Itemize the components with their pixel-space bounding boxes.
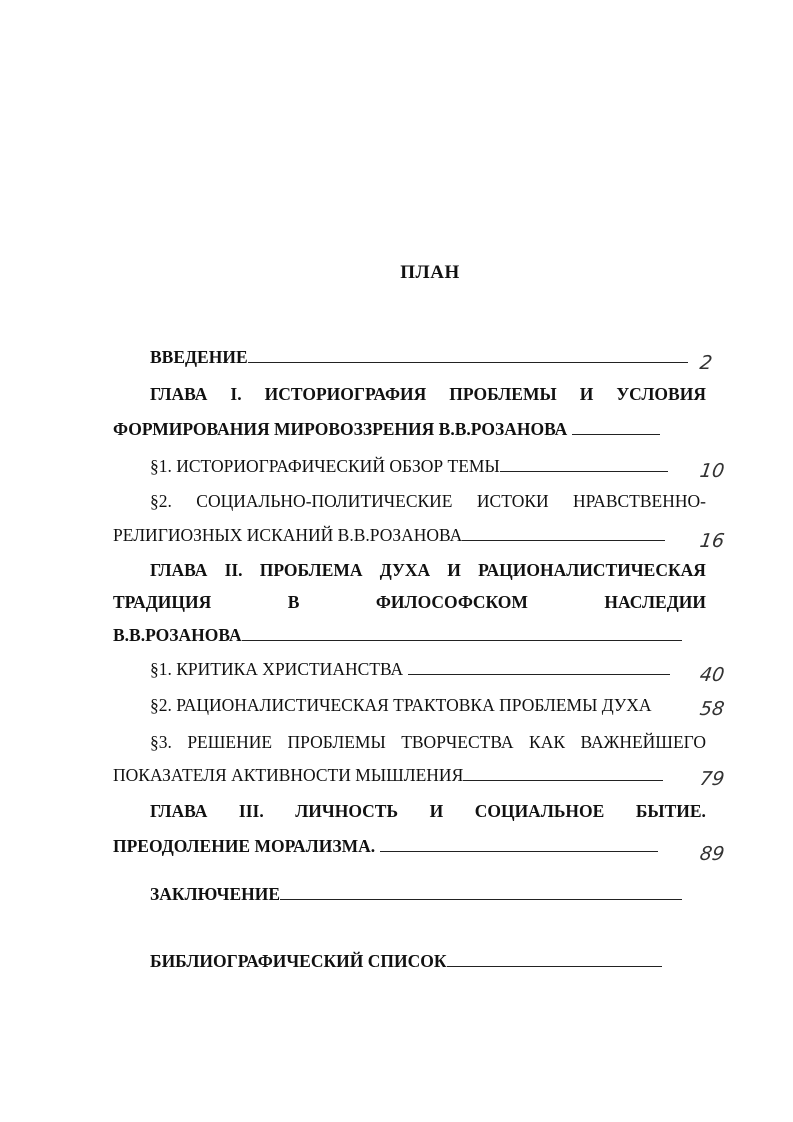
page-number: 58 xyxy=(698,698,726,720)
leader-line xyxy=(572,418,660,435)
word: I. xyxy=(230,384,242,404)
toc-entry-ch2-s3-cont xyxy=(113,764,663,786)
word: ГЛАВА xyxy=(150,384,208,404)
toc-entry-chapter-3-cont xyxy=(113,835,658,857)
leader-line xyxy=(242,624,682,641)
toc-label: ЗАКЛЮЧЕНИЕ xyxy=(150,884,281,904)
word: ПРОБЛЕМЫ xyxy=(449,384,557,404)
toc-entry-ch2-s2 xyxy=(150,694,652,716)
toc-entry-bibliography xyxy=(150,950,662,972)
word: ДУХА xyxy=(379,560,431,580)
toc-entry-chapter-1 xyxy=(150,383,706,405)
word: ГЛАВА xyxy=(150,560,208,580)
word: РАЦИОНАЛИСТИЧЕСКАЯ xyxy=(478,560,706,580)
word: ПРОБЛЕМЫ xyxy=(287,732,386,752)
toc-entry-ch1-s1 xyxy=(150,455,668,477)
toc-label: ПРЕОДОЛЕНИЕ МОРАЛИЗМА. xyxy=(113,836,376,856)
word: §3. xyxy=(150,732,172,752)
toc-label: В.В.РОЗАНОВА xyxy=(113,625,242,645)
toc-entry-intro xyxy=(150,346,688,368)
word: СОЦИАЛЬНОЕ xyxy=(474,801,605,821)
toc-label: РЕЛИГИОЗНЫХ ИСКАНИЙ В.В.РОЗАНОВА xyxy=(113,525,463,545)
toc-entry-ch2-s1 xyxy=(150,658,670,680)
page-number: 40 xyxy=(698,664,726,686)
word: РЕШЕНИЕ xyxy=(187,732,273,752)
word: ГЛАВА xyxy=(150,801,208,821)
word: II. xyxy=(224,560,243,580)
word: ВАЖНЕЙШЕГО xyxy=(580,732,706,752)
toc-entry-chapter-2-cont2 xyxy=(113,624,682,646)
toc-label: БИБЛИОГРАФИЧЕСКИЙ СПИСОК xyxy=(150,951,447,971)
toc-entry-chapter-2-cont xyxy=(113,591,706,613)
leader-line xyxy=(463,764,663,781)
word: И xyxy=(447,560,461,580)
word: §2. xyxy=(150,491,172,511)
page-number: 2 xyxy=(698,352,714,374)
toc-label: §1. КРИТИКА ХРИСТИАНСТВА xyxy=(150,659,404,679)
leader-line xyxy=(500,455,668,472)
word: ИСТОРИОГРАФИЯ xyxy=(264,384,427,404)
page-title: ПЛАН xyxy=(400,262,460,283)
word: КАК xyxy=(529,732,565,752)
toc-label: ФОРМИРОВАНИЯ МИРОВОЗЗРЕНИЯ В.В.РОЗАНОВА xyxy=(113,419,568,439)
toc-label: ВВЕДЕНИЕ xyxy=(150,347,248,367)
toc-entry-chapter-2 xyxy=(150,559,706,581)
page-number: 89 xyxy=(698,843,726,865)
word: И xyxy=(579,384,594,404)
word: ПРОБЛЕМА xyxy=(259,560,363,580)
leader-line xyxy=(447,950,662,967)
word: ИСТОКИ xyxy=(476,491,549,511)
leader-line xyxy=(248,346,688,363)
word: III. xyxy=(238,801,264,821)
leader-line xyxy=(408,658,670,675)
toc-entry-ch2-s3 xyxy=(150,731,706,753)
word: В xyxy=(287,592,300,612)
toc-label: §2. РАЦИОНАЛИСТИЧЕСКАЯ ТРАКТОВКА ПРОБЛЕМЫ ДУХА xyxy=(150,695,652,715)
word: БЫТИЕ. xyxy=(635,801,706,821)
word: ФИЛОСОФСКОМ xyxy=(375,592,528,612)
word: ТРАДИЦИЯ xyxy=(113,592,212,612)
word: СОЦИАЛЬНО-ПОЛИТИЧЕСКИЕ xyxy=(196,491,453,511)
word: УСЛОВИЯ xyxy=(616,384,706,404)
toc-entry-ch1-s2-cont xyxy=(113,524,665,546)
word: И xyxy=(429,801,444,821)
word: ЛИЧНОСТЬ xyxy=(295,801,399,821)
word: НАСЛЕДИИ xyxy=(604,592,706,612)
toc-entry-ch1-s2 xyxy=(150,490,706,512)
leader-line xyxy=(280,883,682,900)
word: НРАВСТВЕННО- xyxy=(573,491,706,511)
leader-line xyxy=(380,835,658,852)
page-number: 16 xyxy=(698,530,726,552)
toc-entry-chapter-1-cont xyxy=(113,418,660,440)
toc-entry-conclusion xyxy=(150,883,682,905)
word: ТВОРЧЕСТВА xyxy=(401,732,514,752)
leader-line xyxy=(462,524,665,541)
toc-label: §1. ИСТОРИОГРАФИЧЕСКИЙ ОБЗОР ТЕМЫ xyxy=(150,456,500,476)
toc-entry-chapter-3 xyxy=(150,800,706,822)
page-number: 79 xyxy=(698,768,726,790)
page-number: 10 xyxy=(698,460,726,482)
toc-label: ПОКАЗАТЕЛЯ АКТИВНОСТИ МЫШЛЕНИЯ xyxy=(113,765,464,785)
